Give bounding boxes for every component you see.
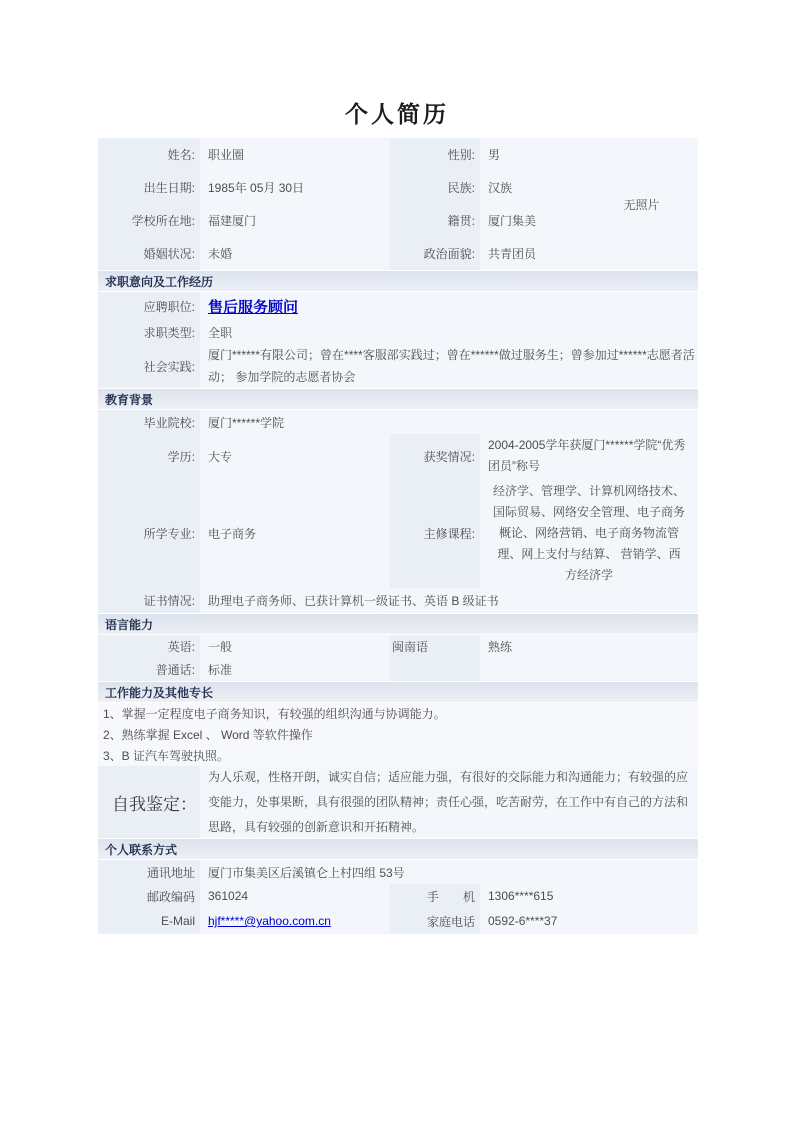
position-link[interactable]: 售后服务顾问	[208, 298, 299, 316]
major-courses-row	[98, 478, 698, 588]
position-row	[98, 292, 698, 320]
job-type-row	[98, 320, 698, 344]
mandarin-row	[98, 658, 698, 681]
self-assessment-label: 自我鉴定：	[98, 766, 200, 838]
language-empty-cell-1	[390, 658, 480, 681]
degree-label: 学历:	[98, 434, 200, 478]
political-status-value: 共青团员	[480, 237, 585, 270]
graduate-school-label: 毕业院校:	[98, 410, 200, 434]
social-practice-row	[98, 344, 698, 388]
email-homephone-row	[98, 908, 698, 934]
resume-table	[98, 138, 698, 934]
email-label: E-Mail	[98, 908, 200, 934]
english-dialect-row	[98, 635, 698, 658]
native-place-value: 厦门集美	[480, 204, 585, 237]
birthdate-label: 出生日期:	[98, 171, 200, 204]
native-place-label: 籍贯:	[390, 204, 480, 237]
award-value: 2004-2005学年获厦门******学院“优秀团员”称号	[480, 434, 698, 478]
gender-label: 性别:	[390, 138, 480, 171]
political-status-label: 政治面貌:	[390, 237, 480, 270]
certificates-value: 助理电子商务师、已获计算机一级证书、英语 B 级证书	[200, 588, 698, 613]
home-phone-value: 0592-6****37	[480, 908, 698, 934]
social-practice-value: 厦门******有限公司；曾在****客服部实践过；曾在******做过服务生；曾参加过******志愿者活动； 参加学院的志愿者协会	[200, 344, 698, 388]
courses-value: 经济学、管理学、计算机网络技术、国际贸易、网络安全管理、电子商务概论、网络营销、电子商务物流管理、网上支付与结算、 营销学、西方经济学	[480, 478, 698, 588]
name-value: 职业圈	[200, 138, 390, 171]
email-value-cell	[200, 908, 390, 934]
school-location-label: 学校所在地:	[98, 204, 200, 237]
graduate-school-value: 厦门******学院	[200, 410, 698, 434]
section-header-language: 语言能力	[98, 613, 698, 635]
marital-status-label: 婚姻状况:	[98, 237, 200, 270]
graduate-school-row	[98, 410, 698, 434]
mobile-label: 手 机	[390, 884, 480, 908]
zip-mobile-row	[98, 884, 698, 908]
certificates-label: 证书情况:	[98, 588, 200, 613]
marital-status-value: 未婚	[200, 237, 390, 270]
degree-award-row	[98, 434, 698, 478]
courses-label: 主修课程:	[390, 478, 480, 588]
language-empty-cell-2	[480, 658, 698, 681]
personal-info-section	[98, 138, 698, 270]
skill-item-3: 3、B 证汽车驾驶执照。	[98, 745, 698, 766]
name-label: 姓名:	[98, 138, 200, 171]
mandarin-value: 标准	[200, 658, 390, 681]
photo-placeholder: 无照片	[585, 138, 698, 270]
birthdate-value: 1985年 05月 30日	[200, 171, 390, 204]
ethnicity-value: 汉族	[480, 171, 585, 204]
job-type-label: 求职类型:	[98, 320, 200, 344]
address-label: 通讯地址	[98, 860, 200, 884]
self-assessment-text: 为人乐观，性格开朗，诚实自信；适应能力强，有很好的交际能力和沟通能力；有较强的应变能力，处事果断，具有很强的团队精神；责任心强，吃苦耐劳，在工作中有自己的方法和思路，具有较强的创新意识和开拓精神。	[200, 766, 698, 838]
section-header-education: 教育背景	[98, 388, 698, 410]
zip-value: 361024	[200, 884, 390, 908]
english-label: 英语:	[98, 635, 200, 658]
major-value: 电子商务	[200, 478, 390, 588]
award-label: 获奖情况:	[390, 434, 480, 478]
home-phone-label: 家庭电话	[390, 908, 480, 934]
ethnicity-label: 民族:	[390, 171, 480, 204]
page-title: 个人简历	[345, 101, 449, 128]
mobile-value: 1306****615	[480, 884, 698, 908]
major-label: 所学专业:	[98, 478, 200, 588]
gender-value: 男	[480, 138, 585, 171]
section-header-contact: 个人联系方式	[98, 838, 698, 860]
self-assessment-row	[98, 766, 698, 838]
degree-value: 大专	[200, 434, 390, 478]
email-link[interactable]: hjf*****@yahoo.com.cn	[208, 914, 331, 928]
social-practice-label: 社会实践:	[98, 344, 200, 388]
english-value: 一般	[200, 635, 390, 658]
mandarin-label: 普通话:	[98, 658, 200, 681]
zip-label: 邮政编码	[98, 884, 200, 908]
position-value-cell	[200, 292, 698, 320]
address-value: 厦门市集美区后溪镇仑上村四组 53号	[200, 860, 698, 884]
skill-item-1: 1、掌握一定程度电子商务知识，有较强的组织沟通与协调能力。	[98, 703, 698, 724]
skill-item-2: 2、熟练掌握 Excel 、 Word 等软件操作	[98, 724, 698, 745]
certificates-row	[98, 588, 698, 613]
section-header-job-intention: 求职意向及工作经历	[98, 270, 698, 292]
address-row	[98, 860, 698, 884]
position-label: 应聘职位:	[98, 292, 200, 320]
school-location-value: 福建厦门	[200, 204, 390, 237]
section-header-skills: 工作能力及其他专长	[98, 681, 698, 703]
dialect-label: 闽南语	[390, 635, 480, 658]
dialect-value: 熟练	[480, 635, 698, 658]
job-type-value: 全职	[200, 320, 698, 344]
